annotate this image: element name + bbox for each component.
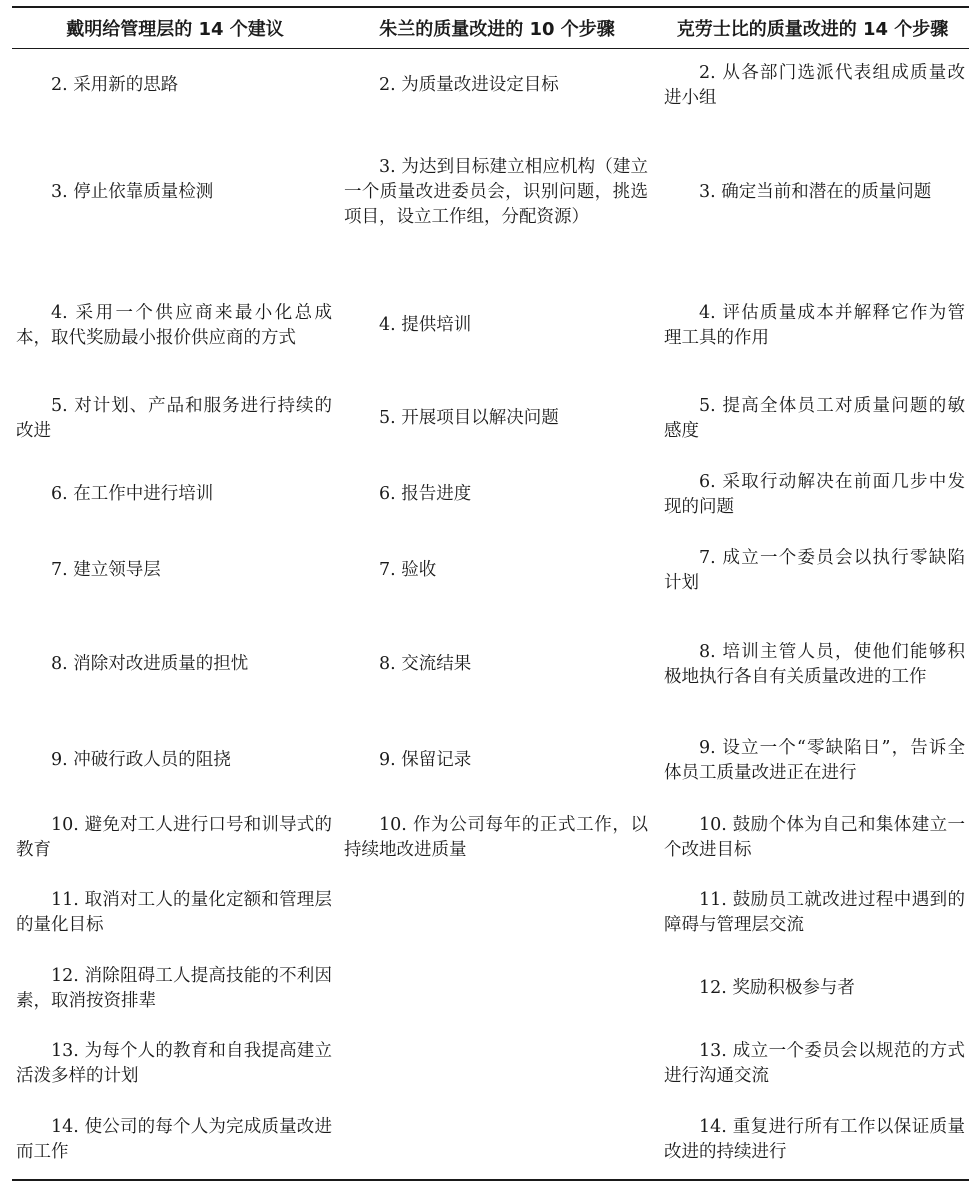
cell-text: 10. 避免对工人进行口号和训导式的教育 [16,814,332,860]
cell-text: 7. 验收 [379,560,437,580]
crosby-item [656,271,969,381]
cell-text: 2. 为质量改进设定目标 [379,75,559,96]
deming-item [12,1027,338,1101]
crosby-item [656,1027,969,1101]
cell-text: 3. 确定当前和潜在的质量问题 [699,182,932,202]
cell-text: 12. 奖励积极参与者 [699,978,855,998]
juran-item [338,875,656,951]
deming-item [12,115,338,271]
cell-text: 2. 从各部门选派代表组成质量改进小组 [664,62,965,108]
header-deming: 戴明给管理层的 14 个建议 [66,19,284,40]
deming-item [12,875,338,951]
table-header-row [12,8,969,49]
table-row [12,115,969,271]
table-row [12,721,969,801]
crosby-item [656,115,969,271]
table-row [12,951,969,1027]
deming-item [12,801,338,875]
juran-item [338,1027,656,1101]
cell-text: 7. 成立一个委员会以执行零缺陷计划 [664,547,965,593]
crosby-item [656,609,969,721]
crosby-item [656,721,969,801]
deming-item [12,457,338,533]
cell-text: 6. 报告进度 [379,484,472,504]
deming-item [12,271,338,381]
table-row [12,609,969,721]
juran-item [338,533,656,609]
cell-text: 9. 冲破行政人员的阻挠 [51,750,231,770]
table-bottom-rule [12,1179,969,1181]
juran-item [338,381,656,457]
crosby-item [656,875,969,951]
cell-text: 14. 重复进行所有工作以保证质量改进的持续进行 [664,1116,965,1162]
cell-text: 4. 评估质量成本并解释它作为管理工具的作用 [664,302,965,348]
cell-text: 13. 为每个人的教育和自我提高建立活泼多样的计划 [16,1040,332,1086]
cell-text: 6. 在工作中进行培训 [51,484,214,504]
table-row [12,1027,969,1101]
table-row [12,801,969,875]
juran-item [338,801,656,875]
juran-item [338,951,656,1027]
cell-text: 14. 使公司的每个人为完成质量改进而工作 [16,1116,332,1162]
cell-text: 4. 采用一个供应商来最小化总成本，取代奖励最小报价供应商的方式 [16,302,332,348]
cell-text: 7. 建立领导层 [51,560,161,580]
deming-item [12,1101,338,1179]
cell-text: 6. 采取行动解决在前面几步中发现的问题 [664,471,965,517]
deming-item [12,721,338,801]
deming-item [12,49,338,115]
cell-text: 5. 提高全体员工对质量问题的敏感度 [664,395,965,441]
table-row [12,381,969,457]
deming-item [12,381,338,457]
juran-item [338,457,656,533]
cell-text: 10. 作为公司每年的正式工作，以持续地改进质量 [344,814,648,860]
crosby-item [656,1101,969,1179]
juran-item [338,115,656,271]
crosby-item [656,457,969,533]
comparison-table [12,8,969,1179]
juran-item [338,609,656,721]
cell-text: 8. 消除对改进质量的担忧 [51,654,249,674]
cell-text: 2. 采用新的思路 [51,75,179,96]
cell-text: 12. 消除阻碍工人提高技能的不利因素，取消按资排辈 [16,965,332,1011]
cell-text: 8. 交流结果 [379,654,472,674]
cell-text: 13. 成立一个委员会以规范的方式进行沟通交流 [664,1040,965,1086]
table-row [12,457,969,533]
cell-text: 9. 保留记录 [379,750,472,770]
crosby-item [656,801,969,875]
cell-text: 4. 提供培训 [379,315,472,335]
crosby-item [656,381,969,457]
deming-item [12,609,338,721]
cell-text: 11. 取消对工人的量化定额和管理层的量化目标 [16,889,332,935]
crosby-item [656,533,969,609]
cell-text: 3. 停止依靠质量检测 [51,182,214,202]
table-row [12,875,969,951]
table-row [12,533,969,609]
header-juran: 朱兰的质量改进的 10 个步骤 [379,19,615,40]
header-crosby: 克劳士比的质量改进的 14 个步骤 [676,19,949,40]
crosby-item [656,49,969,115]
juran-item [338,49,656,115]
juran-item [338,1101,656,1179]
table-row [12,49,969,115]
table-row [12,1101,969,1179]
quality-comparison-table [12,6,969,1181]
crosby-item [656,951,969,1027]
cell-text: 5. 开展项目以解决问题 [379,408,559,428]
cell-text: 5. 对计划、产品和服务进行持续的改进 [16,395,332,441]
juran-item [338,721,656,801]
juran-item [338,271,656,381]
deming-item [12,533,338,609]
cell-text: 9. 设立一个“零缺陷日”，告诉全体员工质量改进正在进行 [664,737,965,783]
table-row [12,271,969,381]
cell-text: 3. 为达到目标建立相应机构（建立一个质量改进委员会，识别问题，挑选项目，设立工作组，分配资源） [344,157,648,227]
deming-item [12,951,338,1027]
cell-text: 8. 培训主管人员，使他们能够积极地执行各自有关质量改进的工作 [664,641,965,687]
cell-text: 11. 鼓励员工就改进过程中遇到的障碍与管理层交流 [664,889,965,935]
cell-text: 10. 鼓励个体为自己和集体建立一个改进目标 [664,814,965,860]
